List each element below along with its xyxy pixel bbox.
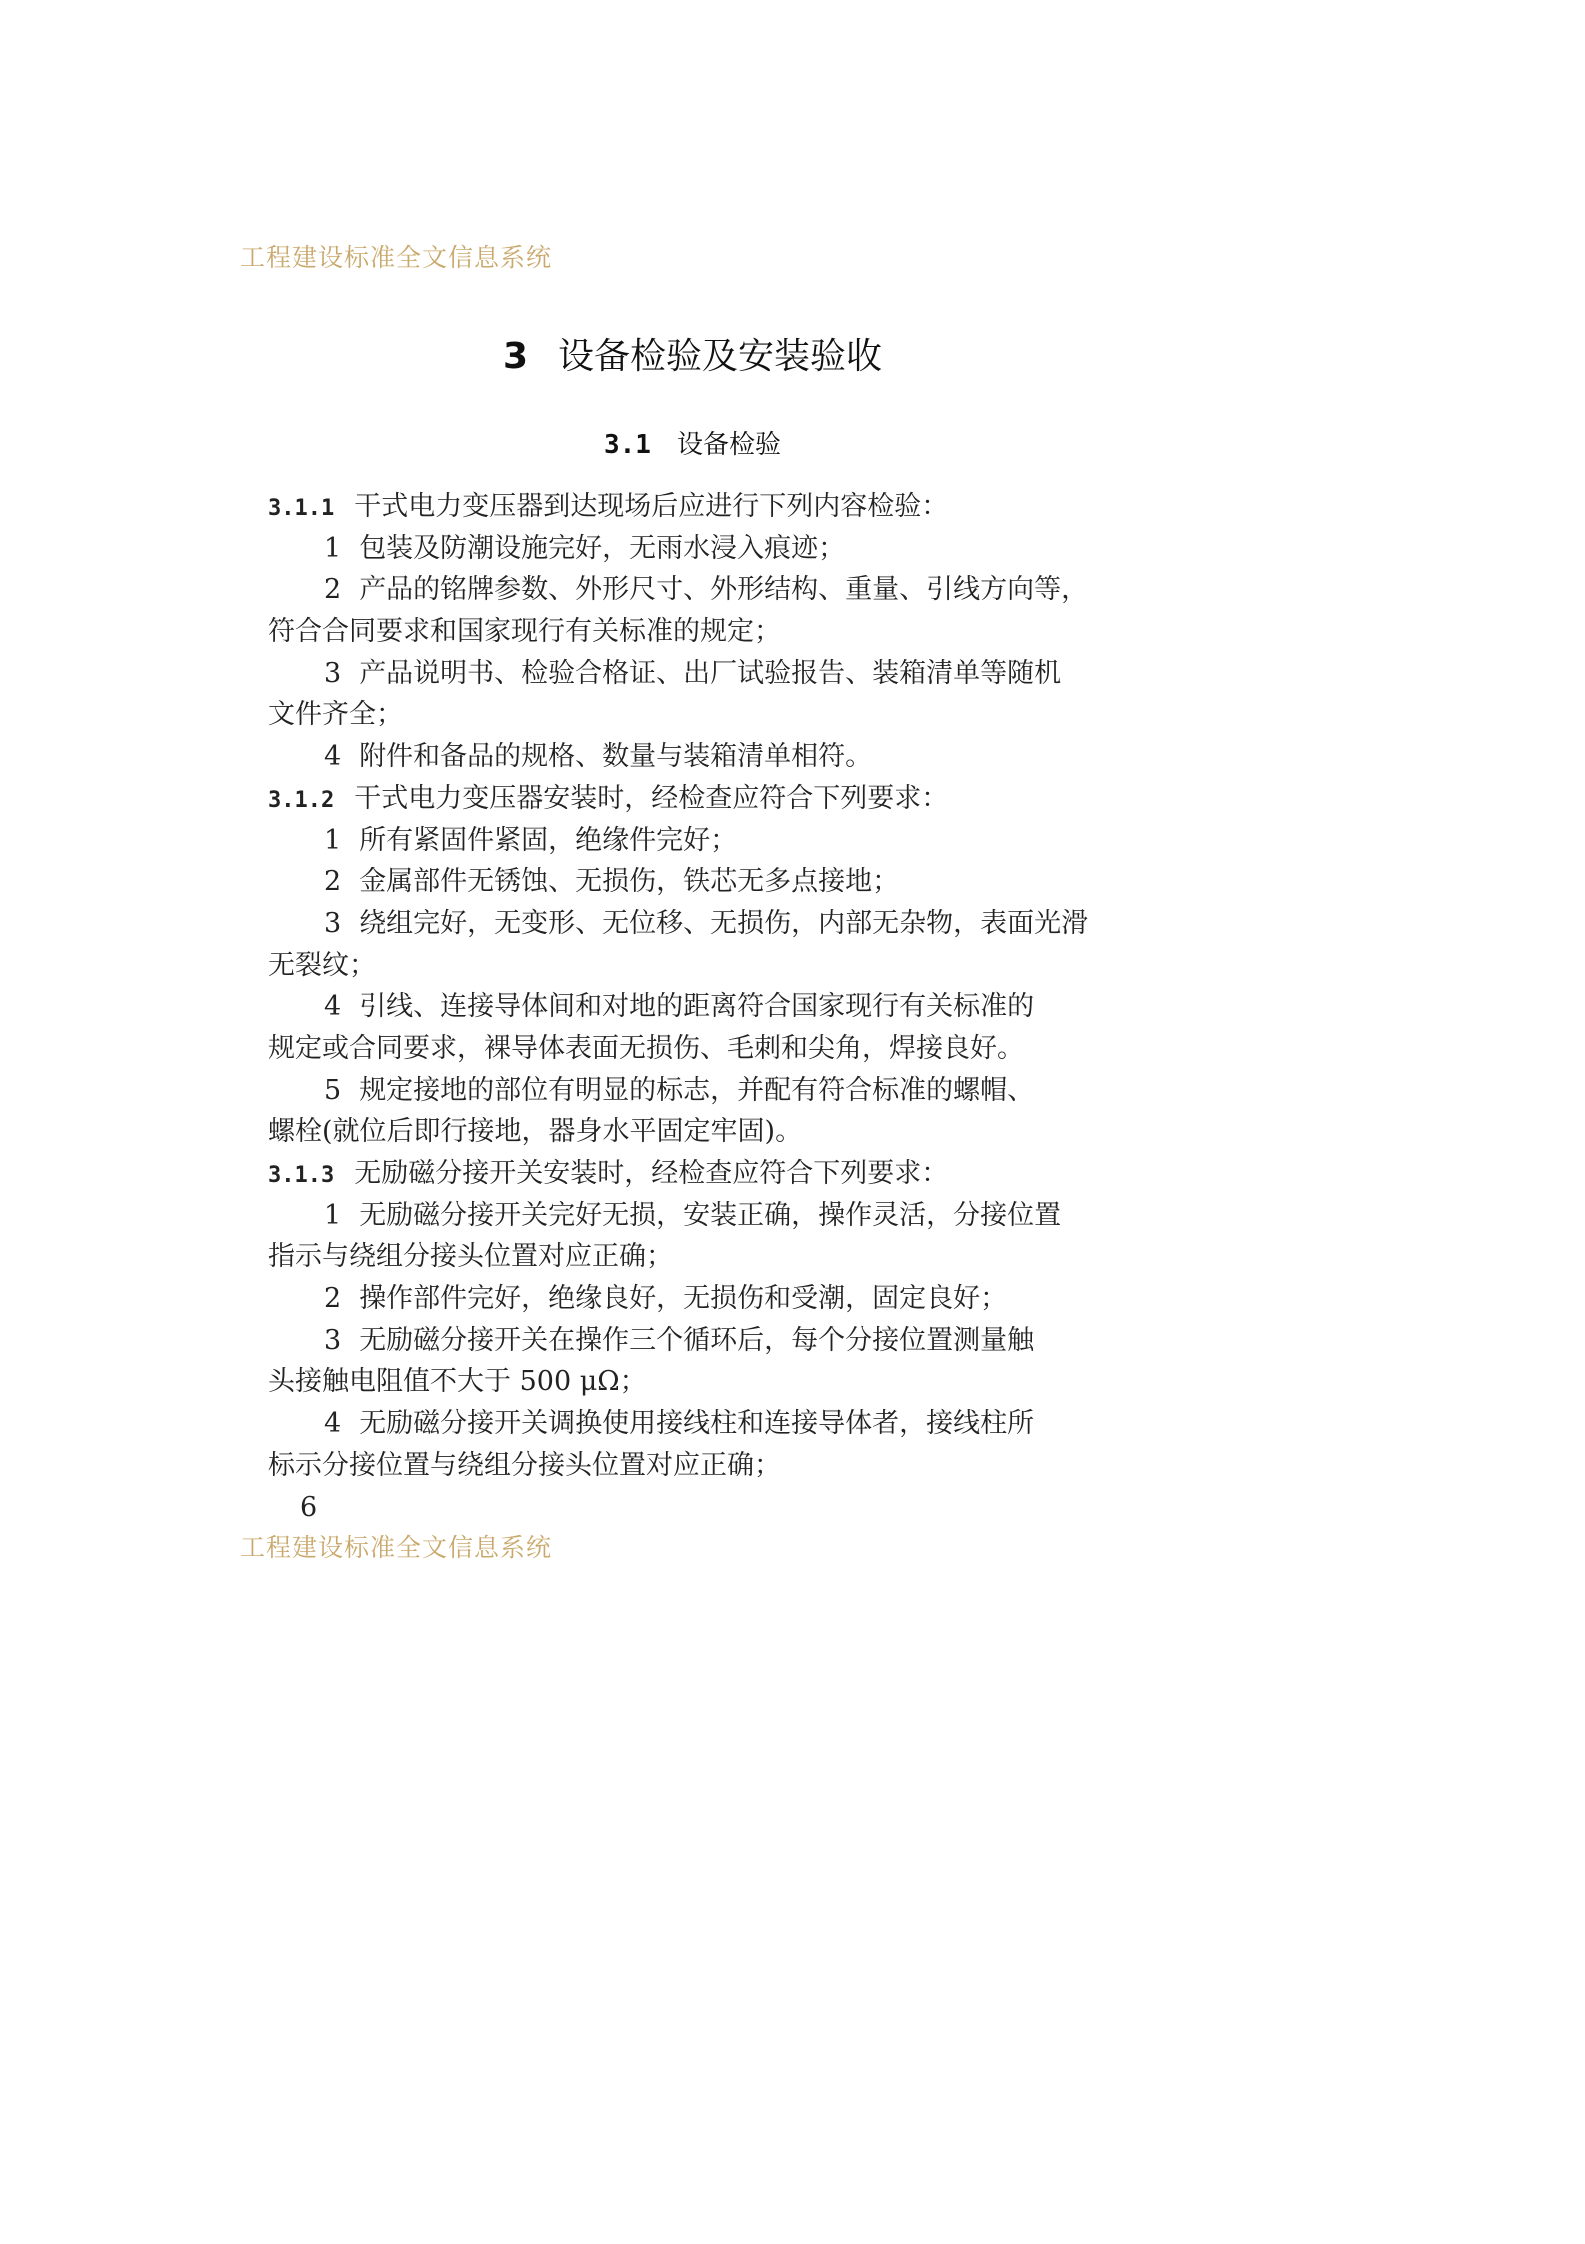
item-text: 操作部件完好，绝缘良好，无损伤和受潮，固定良好； bbox=[359, 1283, 1008, 1315]
list-item-line bbox=[268, 528, 1058, 570]
item-text: 标示分接位置与绕组分接头位置对应正确； bbox=[268, 1449, 781, 1481]
list-item-line bbox=[268, 611, 1058, 653]
clause-text: 干式电力变压器到达现场后应进行下列内容检验： bbox=[354, 491, 949, 522]
clause-heading bbox=[268, 486, 1058, 528]
list-item-line bbox=[268, 945, 1058, 987]
item-text: 绕组完好，无变形、无位移、无损伤，内部无杂物，表面光滑 bbox=[359, 907, 1089, 939]
list-item-line bbox=[268, 1028, 1058, 1070]
page-number: 6 bbox=[300, 1492, 318, 1523]
item-text: 产品说明书、检验合格证、出厂试验报告、装箱清单等随机 bbox=[359, 657, 1062, 689]
item-number: 2 bbox=[324, 866, 342, 898]
clause-text: 无励磁分接开关安装时，经检查应符合下列要求： bbox=[354, 1158, 949, 1189]
section-title-text: 设备检验 bbox=[676, 430, 781, 460]
list-item-line bbox=[268, 569, 1089, 611]
list-item-line bbox=[268, 694, 1058, 736]
item-text: 无励磁分接开关调换使用接线柱和连接导体者，接线柱所 bbox=[359, 1408, 1035, 1440]
list-item-line bbox=[268, 1361, 1058, 1403]
watermark-bottom: 工程建设标准全文信息系统 bbox=[240, 1533, 553, 1562]
item-text: 规定接地的部位有明显的标志，并配有符合标准的螺帽、 bbox=[359, 1074, 1035, 1106]
item-text: 金属部件无锈蚀、无损伤，铁芯无多点接地； bbox=[359, 866, 900, 898]
list-item-line bbox=[268, 653, 1062, 695]
list-item-line bbox=[268, 736, 1058, 778]
clause-heading bbox=[268, 778, 1058, 820]
item-number: 1 bbox=[324, 532, 342, 564]
item-number: 3 bbox=[324, 657, 342, 689]
list-item-line bbox=[268, 1278, 1058, 1320]
item-number: 2 bbox=[324, 574, 342, 606]
item-text: 指示与绕组分接头位置对应正确； bbox=[268, 1241, 673, 1273]
chapter-title-text: 设备检验及安装验收 bbox=[558, 336, 883, 377]
list-item-line bbox=[268, 1445, 1058, 1487]
list-item-line bbox=[268, 986, 1058, 1028]
item-text: 符合合同要求和国家现行有关标准的规定； bbox=[268, 616, 781, 648]
list-item-line bbox=[268, 1236, 1058, 1278]
item-text: 头接触电阻值不大于 500 μΩ； bbox=[268, 1366, 647, 1398]
list-item-line bbox=[268, 820, 1058, 862]
item-text: 引线、连接导体间和对地的距离符合国家现行有关标准的 bbox=[359, 991, 1035, 1023]
item-text: 附件和备品的规格、数量与装箱清单相符。 bbox=[359, 741, 873, 773]
item-number: 3 bbox=[324, 1324, 342, 1356]
item-text: 无励磁分接开关完好无损，安装正确，操作灵活，分接位置 bbox=[359, 1199, 1062, 1231]
list-item-line bbox=[268, 1320, 1058, 1362]
chapter-number: 3 bbox=[502, 336, 529, 377]
clause-number: 3.1.2 bbox=[268, 787, 335, 813]
item-number: 5 bbox=[324, 1074, 342, 1106]
item-text: 文件齐全； bbox=[268, 699, 403, 731]
item-text: 螺栓(就位后即行接地，器身水平固定牢固)。 bbox=[268, 1116, 803, 1148]
clause-text: 干式电力变压器安装时，经检查应符合下列要求： bbox=[354, 782, 949, 814]
clause-heading bbox=[268, 1153, 1058, 1195]
list-item-line bbox=[268, 903, 1089, 945]
item-number: 4 bbox=[324, 1408, 342, 1440]
item-text: 无裂纹； bbox=[268, 949, 376, 981]
item-text: 包装及防潮设施完好，无雨水浸入痕迹； bbox=[359, 532, 846, 564]
list-item-line bbox=[268, 1111, 1058, 1153]
watermark-top: 工程建设标准全文信息系统 bbox=[240, 243, 553, 272]
item-text: 无励磁分接开关在操作三个循环后，每个分接位置测量触 bbox=[359, 1324, 1035, 1356]
item-number: 4 bbox=[324, 741, 342, 773]
clause-number: 3.1.3 bbox=[268, 1163, 335, 1188]
item-number: 4 bbox=[324, 991, 342, 1023]
body-text bbox=[268, 486, 1089, 1487]
clause-number: 3.1.1 bbox=[268, 496, 335, 521]
item-number: 1 bbox=[324, 1199, 342, 1231]
item-number: 2 bbox=[324, 1283, 342, 1315]
section-number: 3.1 bbox=[604, 430, 651, 460]
item-text: 所有紧固件紧固，绝缘件完好； bbox=[359, 824, 738, 856]
item-text: 规定或合同要求，裸导体表面无损伤、毛刺和尖角，焊接良好。 bbox=[268, 1032, 1024, 1064]
chapter-title bbox=[0, 328, 1385, 379]
section-title bbox=[0, 424, 1385, 461]
item-number: 1 bbox=[324, 824, 342, 856]
item-number: 3 bbox=[324, 907, 342, 939]
list-item-line bbox=[268, 1070, 1058, 1112]
list-item-line bbox=[268, 861, 1058, 903]
list-item-line bbox=[268, 1403, 1058, 1445]
list-item-line bbox=[268, 1195, 1062, 1237]
item-text: 产品的铭牌参数、外形尺寸、外形结构、重量、引线方向等， bbox=[359, 574, 1089, 606]
